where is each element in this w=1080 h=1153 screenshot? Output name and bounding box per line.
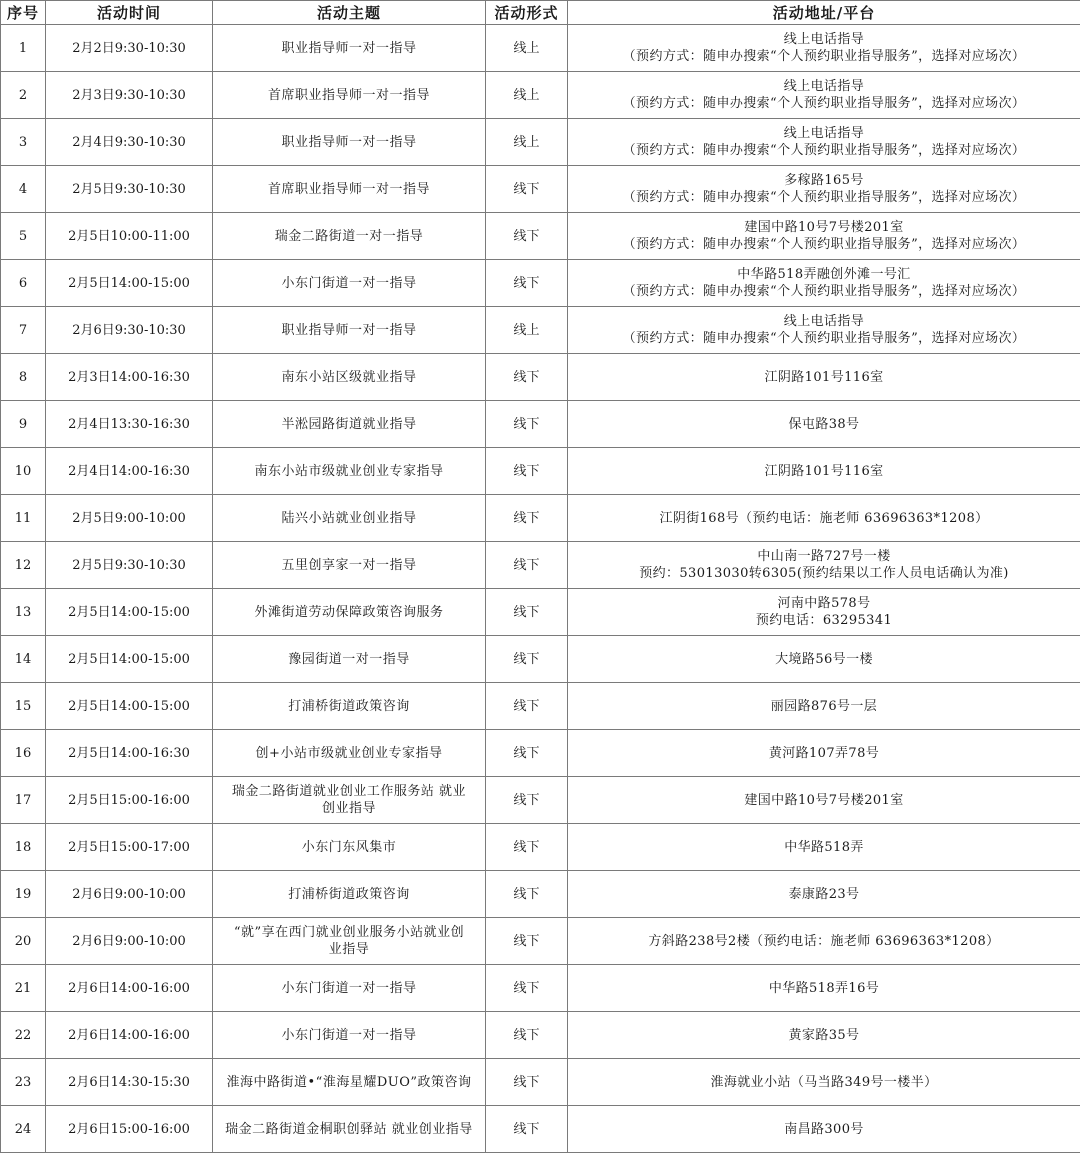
activity-form-cell: 线下 <box>486 589 568 636</box>
activity-time-cell: 2月6日9:30-10:30 <box>46 307 213 354</box>
activity-time-cell: 2月4日9:30-10:30 <box>46 119 213 166</box>
row-number-cell: 4 <box>1 166 46 213</box>
activity-theme-cell <box>213 730 486 777</box>
activity-form-cell: 线下 <box>486 871 568 918</box>
activity-theme-cell <box>213 871 486 918</box>
activity-theme-line: 小东门东风集市 <box>301 839 397 855</box>
row-number-cell: 2 <box>1 72 46 119</box>
row-number-cell: 9 <box>1 401 46 448</box>
activity-theme-line: 小东门街道一对一指导 <box>281 980 417 996</box>
activity-address-cell <box>568 448 1080 495</box>
activity-address-line: 建国中路10号7号楼201室 <box>744 220 904 235</box>
activity-theme-line: 豫园街道一对一指导 <box>288 651 410 667</box>
activity-address-line: （预约方式：随申办搜索“个人预约职业指导服务”，选择对应场次） <box>622 143 1026 158</box>
activity-address-cell <box>568 1012 1080 1059</box>
activity-theme-cell <box>213 1106 486 1153</box>
activity-address-line: 方斜路238号2楼（预约电话：施老师 63696363*1208） <box>648 933 1000 949</box>
row-number-cell: 22 <box>1 1012 46 1059</box>
activity-form-cell: 线下 <box>486 636 568 683</box>
row-number-cell: 23 <box>1 1059 46 1106</box>
table-row <box>1 824 1080 871</box>
activity-address-cell <box>568 824 1080 871</box>
row-number-cell: 21 <box>1 965 46 1012</box>
activity-theme-line: 业指导 <box>328 942 370 957</box>
activity-theme-cell <box>213 25 486 72</box>
activity-address-line: （预约方式：随申办搜索“个人预约职业指导服务”，选择对应场次） <box>622 237 1026 252</box>
activity-address-line: （预约方式：随申办搜索“个人预约职业指导服务”，选择对应场次） <box>622 49 1026 64</box>
activity-form-cell: 线下 <box>486 542 568 589</box>
activity-time-cell: 2月6日14:30-15:30 <box>46 1059 213 1106</box>
activity-address-cell <box>568 918 1080 965</box>
activity-address-line: 线上电话指导 <box>783 126 865 141</box>
activity-form-cell: 线上 <box>486 72 568 119</box>
table-row <box>1 354 1080 401</box>
table-row <box>1 166 1080 213</box>
activity-theme-line: 小东门街道一对一指导 <box>281 1027 417 1043</box>
activity-theme-cell <box>213 777 486 824</box>
activity-theme-line: “就”享在西门就业创业服务小站就业创 <box>233 925 465 940</box>
activity-address-line: 预约电话：63295341 <box>755 613 893 628</box>
activity-time-cell: 2月5日9:30-10:30 <box>46 542 213 589</box>
activity-theme-line: 首席职业指导师一对一指导 <box>267 87 430 103</box>
activity-address-line: 江阴街168号（预约电话：施老师 63696363*1208） <box>659 510 989 526</box>
activity-form-cell: 线下 <box>486 683 568 730</box>
table-row <box>1 730 1080 777</box>
row-number-cell: 7 <box>1 307 46 354</box>
activity-address-line: （预约方式：随申办搜索“个人预约职业指导服务”，选择对应场次） <box>622 96 1026 111</box>
activity-address-line: （预约方式：随申办搜索“个人预约职业指导服务”，选择对应场次） <box>622 331 1026 346</box>
activity-address-line: 建国中路10号7号楼201室 <box>744 792 904 808</box>
table-row <box>1 25 1080 72</box>
row-number-cell: 6 <box>1 260 46 307</box>
activity-address-line: 泰康路23号 <box>788 886 860 902</box>
activity-theme-cell <box>213 354 486 401</box>
table-row <box>1 401 1080 448</box>
row-number-cell: 20 <box>1 918 46 965</box>
row-number-cell: 19 <box>1 871 46 918</box>
activity-address-cell <box>568 589 1080 636</box>
activity-theme-cell <box>213 72 486 119</box>
activity-form-cell: 线下 <box>486 213 568 260</box>
activity-form-cell: 线下 <box>486 777 568 824</box>
activity-theme-cell <box>213 918 486 965</box>
activity-address-cell <box>568 965 1080 1012</box>
activity-form-cell: 线上 <box>486 307 568 354</box>
activity-theme-line: 职业指导师一对一指导 <box>281 322 417 338</box>
row-number-cell: 11 <box>1 495 46 542</box>
activity-time-cell: 2月5日10:00-11:00 <box>46 213 213 260</box>
activity-address-cell <box>568 307 1080 354</box>
activity-address-line: 中华路518弄融创外滩一号汇 <box>737 267 911 282</box>
activity-theme-cell <box>213 824 486 871</box>
activity-theme-cell <box>213 307 486 354</box>
table-row <box>1 965 1080 1012</box>
table-row <box>1 1106 1080 1153</box>
activity-address-cell <box>568 401 1080 448</box>
activity-theme-line: 打浦桥街道政策咨询 <box>288 886 410 902</box>
activity-address-line: 多稼路165号 <box>784 173 864 188</box>
activity-address-line: （预约方式：随申办搜索“个人预约职业指导服务”，选择对应场次） <box>622 284 1026 299</box>
row-number-cell: 16 <box>1 730 46 777</box>
table-row <box>1 542 1080 589</box>
activity-theme-line: 创+小站市级就业创业专家指导 <box>255 745 443 761</box>
table-row <box>1 683 1080 730</box>
activity-form-cell: 线下 <box>486 1106 568 1153</box>
table-row <box>1 495 1080 542</box>
activity-theme-cell <box>213 965 486 1012</box>
activity-time-cell: 2月4日13:30-16:30 <box>46 401 213 448</box>
row-number-cell: 17 <box>1 777 46 824</box>
activity-theme-line: 小东门街道一对一指导 <box>281 275 417 291</box>
activity-address-line: 江阴路101号116室 <box>764 369 884 385</box>
activity-theme-line: 南东小站市级就业创业专家指导 <box>254 463 444 479</box>
activity-time-cell: 2月6日15:00-16:00 <box>46 1106 213 1153</box>
activity-time-cell: 2月6日14:00-16:00 <box>46 1012 213 1059</box>
activity-address-line: 线上电话指导 <box>783 314 865 329</box>
header-time: 活动时间 <box>46 1 213 25</box>
activity-address-cell <box>568 260 1080 307</box>
activity-address-line: 黄家路35号 <box>788 1027 860 1043</box>
table-row <box>1 1059 1080 1106</box>
activity-form-cell: 线下 <box>486 166 568 213</box>
header-theme: 活动主题 <box>213 1 486 25</box>
activity-time-cell: 2月5日15:00-17:00 <box>46 824 213 871</box>
activity-address-line: 保屯路38号 <box>788 416 860 432</box>
row-number-cell: 15 <box>1 683 46 730</box>
activity-theme-cell <box>213 119 486 166</box>
activity-theme-cell <box>213 448 486 495</box>
table-body <box>1 25 1080 1153</box>
table-row <box>1 636 1080 683</box>
activity-time-cell: 2月5日9:30-10:30 <box>46 166 213 213</box>
activity-time-cell: 2月5日14:00-15:00 <box>46 683 213 730</box>
activity-form-cell: 线下 <box>486 260 568 307</box>
activity-form-cell: 线下 <box>486 448 568 495</box>
activity-address-cell <box>568 25 1080 72</box>
activity-address-cell <box>568 683 1080 730</box>
activity-form-cell: 线下 <box>486 354 568 401</box>
activity-theme-line: 创业指导 <box>321 801 376 816</box>
activity-theme-line: 瑞金二路街道金桐职创驿站 就业创业指导 <box>225 1121 473 1137</box>
activity-theme-line: 职业指导师一对一指导 <box>281 40 417 56</box>
table-row <box>1 448 1080 495</box>
activity-address-line: 线上电话指导 <box>783 79 865 94</box>
activity-address-cell <box>568 1106 1080 1153</box>
activity-address-line: 丽园路876号一层 <box>770 698 878 714</box>
activity-address-line: 中华路518弄 <box>784 839 864 855</box>
activity-time-cell: 2月6日9:00-10:00 <box>46 871 213 918</box>
activity-theme-cell <box>213 166 486 213</box>
row-number-cell: 18 <box>1 824 46 871</box>
activity-time-cell: 2月4日14:00-16:30 <box>46 448 213 495</box>
header-address: 活动地址/平台 <box>568 1 1080 25</box>
activity-theme-cell <box>213 260 486 307</box>
activity-address-cell <box>568 1059 1080 1106</box>
activity-address-cell <box>568 542 1080 589</box>
activity-theme-line: 瑞金二路街道一对一指导 <box>274 228 424 244</box>
activity-theme-cell <box>213 542 486 589</box>
activity-theme-line: 瑞金二路街道就业创业工作服务站 就业 <box>231 784 467 799</box>
table-row <box>1 871 1080 918</box>
activity-form-cell: 线下 <box>486 1059 568 1106</box>
activity-theme-line: 职业指导师一对一指导 <box>281 134 417 150</box>
activity-address-cell <box>568 495 1080 542</box>
activity-address-cell <box>568 636 1080 683</box>
row-number-cell: 13 <box>1 589 46 636</box>
activity-address-cell <box>568 213 1080 260</box>
activity-theme-cell <box>213 636 486 683</box>
activity-address-line: 南昌路300号 <box>784 1121 864 1137</box>
activity-theme-cell <box>213 401 486 448</box>
table-row <box>1 777 1080 824</box>
row-number-cell: 14 <box>1 636 46 683</box>
activity-address-line: 江阴路101号116室 <box>764 463 884 479</box>
activity-theme-line: 首席职业指导师一对一指导 <box>267 181 430 197</box>
activity-address-line: 河南中路578号 <box>777 596 871 611</box>
activity-theme-cell <box>213 1012 486 1059</box>
row-number-cell: 3 <box>1 119 46 166</box>
activity-theme-line: 半淞园路街道就业指导 <box>281 416 417 432</box>
activity-theme-line: 五里创享家一对一指导 <box>281 557 417 573</box>
table-row <box>1 307 1080 354</box>
activity-address-line: 大境路56号一楼 <box>775 651 873 667</box>
table-row <box>1 589 1080 636</box>
activity-form-cell: 线下 <box>486 730 568 777</box>
activity-address-cell <box>568 354 1080 401</box>
activity-theme-cell <box>213 683 486 730</box>
activity-address-line: （预约方式：随申办搜索“个人预约职业指导服务”，选择对应场次） <box>622 190 1026 205</box>
row-number-cell: 8 <box>1 354 46 401</box>
activity-time-cell: 2月6日9:00-10:00 <box>46 918 213 965</box>
activity-theme-cell <box>213 495 486 542</box>
table-row <box>1 918 1080 965</box>
activity-time-cell: 2月5日14:00-15:00 <box>46 260 213 307</box>
activity-form-cell: 线上 <box>486 25 568 72</box>
activity-address-cell <box>568 730 1080 777</box>
activity-form-cell: 线上 <box>486 119 568 166</box>
activity-address-line: 预约：53013030转6305(预约结果以工作人员电话确认为准) <box>639 566 1009 581</box>
activity-time-cell: 2月3日14:00-16:30 <box>46 354 213 401</box>
table-row <box>1 213 1080 260</box>
activity-form-cell: 线下 <box>486 401 568 448</box>
activity-theme-line: 淮海中路街道•“淮海星耀DUO”政策咨询 <box>226 1074 472 1090</box>
row-number-cell: 12 <box>1 542 46 589</box>
table-row <box>1 72 1080 119</box>
activity-theme-line: 打浦桥街道政策咨询 <box>288 698 410 714</box>
activity-form-cell: 线下 <box>486 495 568 542</box>
activity-time-cell: 2月5日14:00-16:30 <box>46 730 213 777</box>
row-number-cell: 1 <box>1 25 46 72</box>
header-row <box>1 1 1080 25</box>
activity-address-line: 线上电话指导 <box>783 32 865 47</box>
activity-theme-cell <box>213 213 486 260</box>
activity-form-cell: 线下 <box>486 918 568 965</box>
activity-time-cell: 2月3日9:30-10:30 <box>46 72 213 119</box>
activity-theme-line: 外滩街道劳动保障政策咨询服务 <box>254 604 444 620</box>
table-row <box>1 119 1080 166</box>
activity-time-cell: 2月2日9:30-10:30 <box>46 25 213 72</box>
activity-address-line: 淮海就业小站（马当路349号一楼半） <box>710 1074 938 1090</box>
activity-time-cell: 2月5日14:00-15:00 <box>46 589 213 636</box>
activity-address-cell <box>568 166 1080 213</box>
activity-form-cell: 线下 <box>486 965 568 1012</box>
activity-theme-line: 陆兴小站就业创业指导 <box>281 510 417 526</box>
row-number-cell: 5 <box>1 213 46 260</box>
activity-form-cell: 线下 <box>486 1012 568 1059</box>
header-no: 序号 <box>1 1 46 25</box>
row-number-cell: 10 <box>1 448 46 495</box>
activity-address-cell <box>568 871 1080 918</box>
table-row <box>1 260 1080 307</box>
activity-time-cell: 2月5日9:00-10:00 <box>46 495 213 542</box>
activity-address-cell <box>568 119 1080 166</box>
activity-theme-cell <box>213 589 486 636</box>
activity-address-line: 中山南一路727号一楼 <box>757 549 891 564</box>
activity-theme-line: 南东小站区级就业指导 <box>281 369 417 385</box>
activity-address-cell <box>568 72 1080 119</box>
activity-address-line: 中华路518弄16号 <box>768 980 880 996</box>
activity-time-cell: 2月6日14:00-16:00 <box>46 965 213 1012</box>
header-form: 活动形式 <box>486 1 568 25</box>
activity-time-cell: 2月5日15:00-16:00 <box>46 777 213 824</box>
activity-theme-cell <box>213 1059 486 1106</box>
activity-time-cell: 2月5日14:00-15:00 <box>46 636 213 683</box>
activity-address-cell <box>568 777 1080 824</box>
row-number-cell: 24 <box>1 1106 46 1153</box>
activity-form-cell: 线下 <box>486 824 568 871</box>
table-row <box>1 1012 1080 1059</box>
activity-address-line: 黄河路107弄78号 <box>768 745 880 761</box>
